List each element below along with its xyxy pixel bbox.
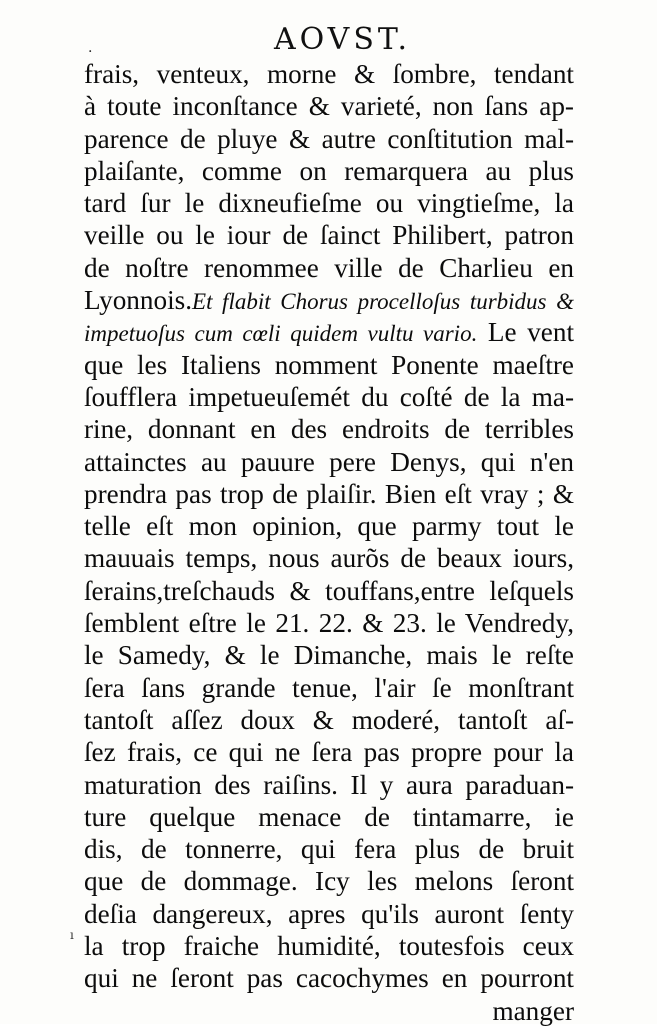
text-line: que les Italiens nomment Ponente maeſtre bbox=[84, 349, 574, 380]
text-line: tantoſt aſſez doux & moderé, tantoſt aſ- bbox=[84, 704, 574, 735]
text-line: telle eſt mon opinion, que parmy tout le bbox=[84, 511, 574, 542]
text-line: ſemblent eſtre le 21. 22. & 23. le Vendredy, bbox=[84, 608, 574, 639]
text-line: ſera ſans grande tenue, l'air ſe monſtrant bbox=[84, 672, 574, 703]
text-line: frais, venteux, morne & ſombre, tendant bbox=[84, 59, 574, 89]
text-line: le Samedy, & le Dimanche, mais le reſte bbox=[84, 640, 574, 671]
text-line: veille ou le iour de ſainct Philibert, patron bbox=[84, 220, 574, 251]
text-line: la trop fraiche humidité, toutesfois ceux bbox=[84, 931, 574, 962]
body-text bbox=[84, 58, 574, 1027]
text-line: dis, de tonnerre, qui fera plus de bruit bbox=[84, 834, 574, 865]
text-line: qui ne ſeront pas cacochymes en pourront bbox=[84, 963, 574, 994]
text-roman: Le vent bbox=[487, 317, 574, 348]
text-line: de noſtre renommee ville de Charlieu en bbox=[84, 252, 574, 283]
catchword: manger bbox=[492, 995, 574, 1026]
text-line: à toute inconſtance & varieté, non ſans ap- bbox=[84, 91, 574, 122]
text-line: maturation des raiſins. Il y aura paraduan- bbox=[84, 769, 574, 800]
text-line-mixed bbox=[84, 284, 574, 316]
text-line: ſez frais, ce qui ne ſera pas propre pour la bbox=[84, 737, 574, 768]
text-line: parence de pluye & autre conſtitution mal- bbox=[84, 123, 574, 154]
text-roman: Lyonnois. bbox=[84, 285, 193, 316]
text-line: prendra pas trop de plaiſir. Bien eſt vray ; & bbox=[84, 478, 574, 509]
text-line: plaiſante, comme on remarquera au plus bbox=[84, 155, 574, 186]
page-mark: . bbox=[88, 40, 93, 56]
text-line: que de dommage. Icy les melons ſeront bbox=[84, 866, 574, 897]
text-line: deſia dangereux, apres qu'ils auront ſenty bbox=[84, 898, 574, 929]
text-line: ſoufflera impetueuſemét du coſté de la ma- bbox=[84, 381, 574, 412]
text-italic: Et flabit Chorus procelloſus turbidus & bbox=[192, 289, 574, 315]
text-line: tard ſur le dixneufieſme ou vingtieſme, la bbox=[84, 188, 574, 219]
text-italic: impetuoſus cum cœli quidem vultu vario. bbox=[84, 321, 478, 347]
text-line: ſerains,treſchauds & touffans,entre leſquels bbox=[84, 575, 574, 606]
text-line: attainctes au pauure pere Denys, qui n'en bbox=[84, 446, 574, 477]
text-line-mixed bbox=[84, 316, 574, 348]
text-line: rine, donnant en des endroits de terribles bbox=[84, 414, 574, 445]
margin-mark: ı bbox=[70, 928, 74, 942]
text-line: ture quelque menace de tintamarre, ie bbox=[84, 801, 574, 832]
running-head: AOVST. bbox=[273, 22, 412, 57]
text-line: mauuais temps, nous aurõs de beaux iours, bbox=[84, 543, 574, 574]
